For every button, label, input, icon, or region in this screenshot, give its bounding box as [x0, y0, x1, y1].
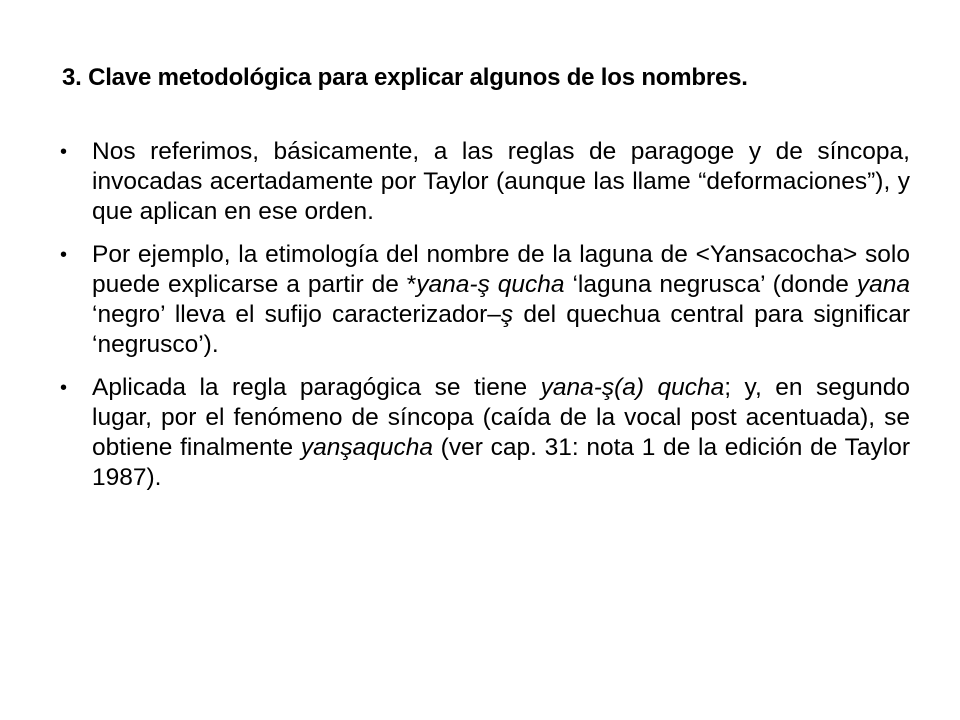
- bullet-dot-icon: •: [60, 244, 68, 266]
- italic-segment: yana: [856, 271, 910, 298]
- bullet-dot-icon: •: [60, 377, 68, 399]
- text-segment: ; y, en segundo lugar, por el fenómeno de síncopa (caída de la vocal post acentuada), se obtiene finalmente: [92, 374, 910, 461]
- italic-segment: yanşaqucha: [300, 434, 433, 461]
- italic-segment: yana-ş(a) qucha: [540, 374, 725, 401]
- text-segment: (ver cap. 31: nota 1 de la edición de Taylor 1987).: [92, 434, 911, 491]
- text-segment: Por ejemplo, la etimología del nombre de la laguna de <Yansacocha> solo puede explicarse a partir de *: [92, 241, 910, 298]
- text-segment: Nos referimos, básicamente, a las reglas de paragoge y de síncopa, invocadas acertadamente por Taylor (aunque las llame “deformaciones”), y que aplican en ese orden.: [92, 138, 910, 225]
- slide-heading: 3. Clave metodológica para explicar algunos de los nombres.: [62, 64, 748, 91]
- text-segment: ‘laguna negrusca’ (donde: [564, 271, 857, 298]
- italic-segment: yana-ş qucha: [416, 271, 565, 298]
- bullet-list: [58, 137, 910, 506]
- text-segment: Aplicada la regla paragógica se tiene: [92, 374, 541, 401]
- text-segment: del quechua central para significar ‘negrusco’).: [92, 301, 911, 358]
- bullet-text: [92, 138, 910, 225]
- list-item: [58, 137, 910, 227]
- bullet-text: [92, 241, 910, 358]
- bullet-dot-icon: •: [60, 141, 68, 163]
- list-item: [58, 373, 910, 493]
- text-segment: ‘negro’ lleva el sufijo caracterizador–: [92, 301, 501, 328]
- italic-segment: ş: [500, 301, 514, 328]
- list-item: [58, 240, 910, 360]
- bullet-text: [92, 374, 910, 491]
